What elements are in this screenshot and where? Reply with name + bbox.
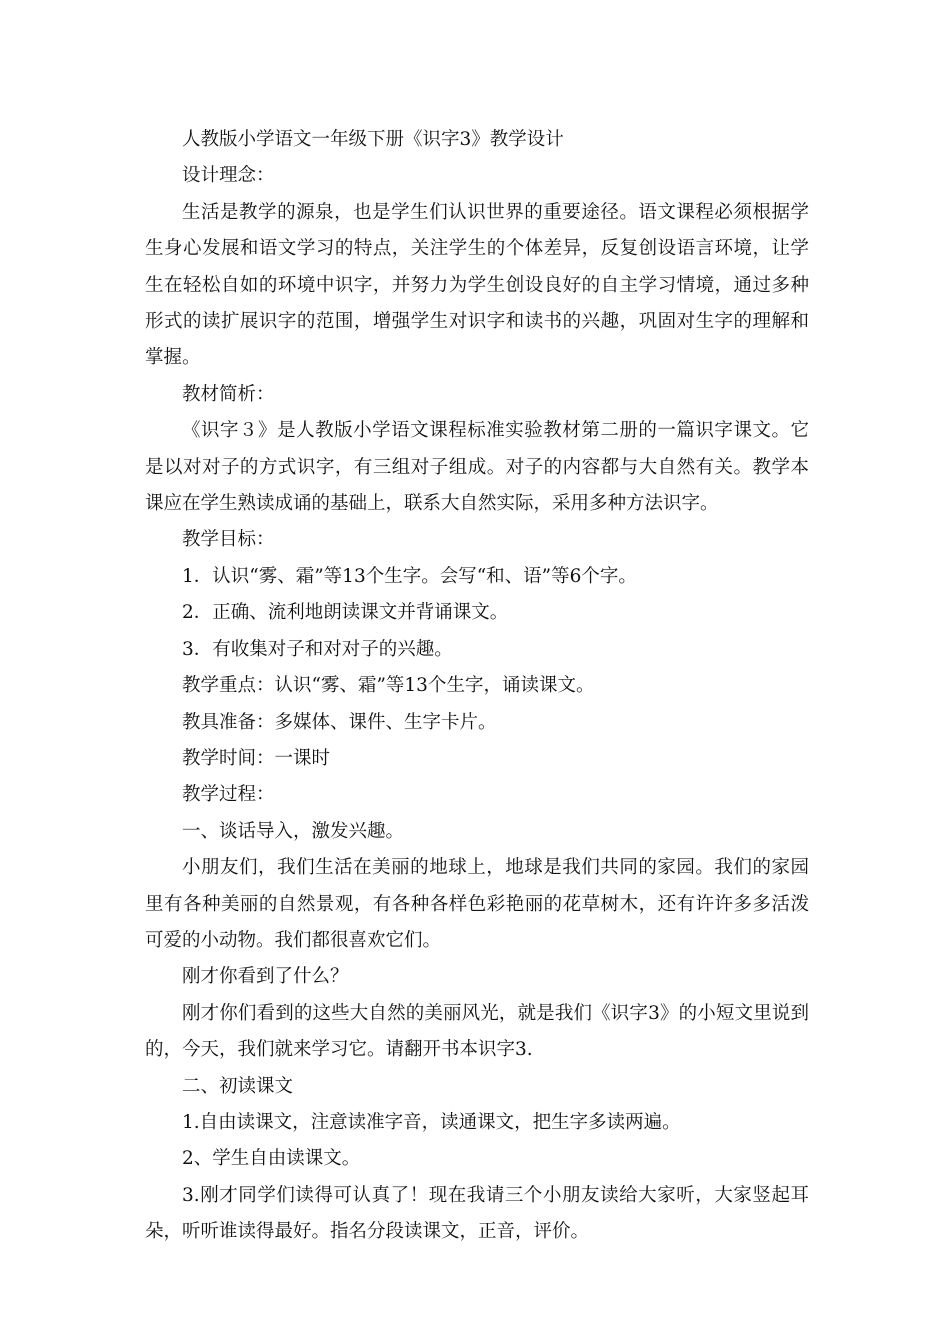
paragraph-material-analysis: 《识字３》是人教版小学语文课程标准实验教材第二册的一篇识字课文。它是以对对子的方式识字，有三组对子组成。对子的内容都与大自然有关。教学本课应在学生熟读成诵的基础上，联系大自然实际，采用多种方法识字。: [145, 420, 809, 515]
document-title: 人教版小学语文一年级下册《识字3》教学设计: [182, 129, 564, 150]
section-2-heading: 二、初读课文: [182, 1075, 294, 1097]
goal-item-3: 3．有收集对子和对对子的兴趣。: [182, 638, 453, 660]
step-item-1: 1.自由读课文，注意读准字音，读通课文，把生字多读两遍。: [182, 1111, 681, 1133]
heading-material-analysis: 教材简析：: [182, 383, 275, 405]
teaching-time: 教学时间：一课时: [182, 747, 331, 769]
goal-item-2: 2．正确、流利地朗读课文并背诵课文。: [182, 602, 509, 624]
paragraph-transition: 刚才你们看到的这些大自然的美丽风光，就是我们《识字3》的小短文里说到的，今天，我们就来学习它。请翻开书本识字3.: [145, 1002, 809, 1061]
heading-design-concept: 设计理念：: [182, 165, 275, 187]
goal-item-1: 1．认识“雾、霜”等13个生字。会写“和、语”等6个字。: [182, 565, 637, 587]
paragraph-introduction: 小朋友们，我们生活在美丽的地球上，地球是我们共同的家园。我们的家园里有各种美丽的自然景观，有各种各样色彩艳丽的花草树木，还有许许多多活泼可爱的小动物。我们都很喜欢它们。: [145, 857, 809, 951]
section-1-heading: 一、谈话导入，激发兴趣。: [182, 820, 405, 842]
teaching-focus: 教学重点：认识“雾、霜”等13个生字，诵读课文。: [182, 675, 595, 697]
heading-teaching-goals: 教学目标：: [182, 529, 275, 551]
step-item-3: 3.刚才同学们读得可认真了！现在我请三个小朋友读给大家听，大家竖起耳朵，听听谁读得最好。指名分段读课文，正音，评价。: [145, 1184, 809, 1243]
paragraph-design-concept: 生活是教学的源泉，也是学生们认识世界的重要途径。语文课程必须根据学生身心发展和语文学习的特点，关注学生的个体差异，反复创设语言环境，让学生在轻松自如的环境中识字，并努力为学生创设良好的自主学习情境，通过多种形式的读扩展识字的范围，增强学生对识字和读书的兴趣，巩固对生字的理解和掌握。: [145, 201, 809, 369]
document-body: [145, 122, 809, 1251]
paragraph-question: 刚才你看到了什么？: [182, 966, 349, 988]
teaching-tools: 教具准备：多媒体、课件、生字卡片。: [182, 711, 497, 733]
step-item-2: 2、学生自由读课文。: [182, 1148, 361, 1170]
heading-teaching-process: 教学过程：: [182, 784, 275, 806]
